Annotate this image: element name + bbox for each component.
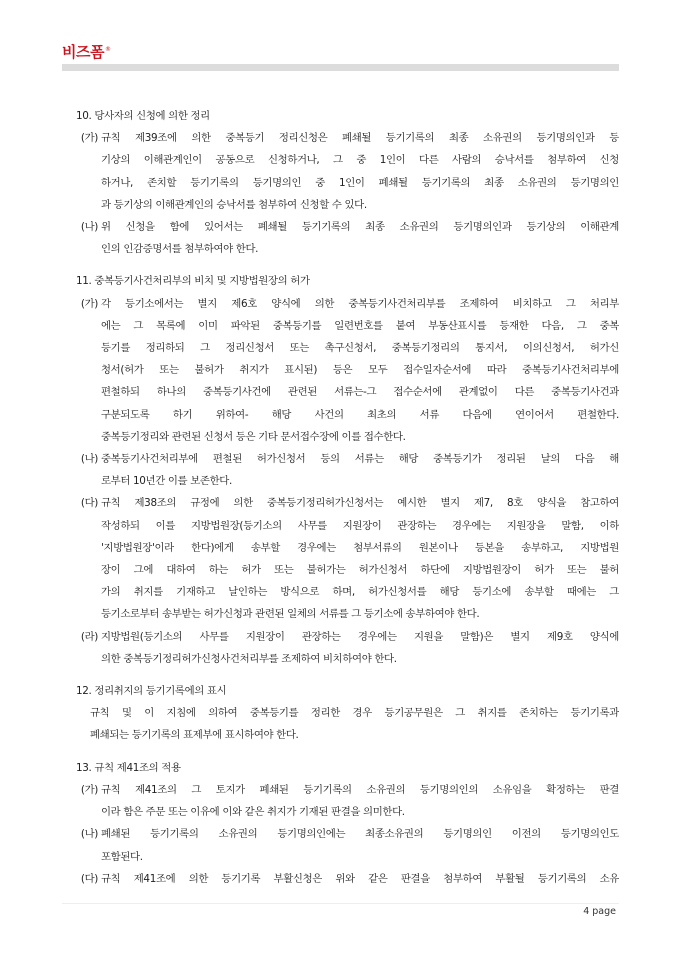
item-text xyxy=(101,779,619,823)
logo-text: 비즈폼 xyxy=(62,43,104,61)
list-item xyxy=(62,127,619,216)
list-item xyxy=(62,868,619,890)
item-text xyxy=(101,626,619,670)
text-line: 지방법원(등기소의 사무를 지원장이 관장하는 경우에는 지원을 말함)은 별지 제9호 양식에 xyxy=(101,630,619,643)
item-text xyxy=(101,492,619,625)
text-line: 폐쇄되는 등기기록의 표제부에 표시하여야 한다. xyxy=(90,729,299,742)
text-line: 규칙 제41조의 그 토지가 폐쇄된 등기기록의 소유권의 등기명의인의 소유임을 확정하는 판결 xyxy=(101,783,619,796)
section-title: 10. 당사자의 신청에 의한 정리 xyxy=(76,110,210,122)
section xyxy=(62,105,619,260)
text-line: 작성하되 이를 지방법원장(등기소의 사무를 지원장이 관장하는 경우에는 지원장을 말함, 이하 xyxy=(101,519,619,532)
text-line: 과 등기상의 이해관계인의 승낙서를 첨부하여 신청할 수 있다. xyxy=(101,198,367,211)
list-item xyxy=(62,216,619,260)
text-line: 의한 중복등기정리허가신청사건처리부를 조제하여 비치하여야 한다. xyxy=(101,652,397,665)
list-item xyxy=(62,823,619,867)
item-text xyxy=(101,127,619,216)
list-item xyxy=(62,626,619,670)
text-line: 장이 그에 대하여 하는 허가 또는 불허가는 허가신청서 하단에 지방법원장이 허가 또는 불허 xyxy=(101,564,619,577)
text-line: 청서(허가 또는 불허가 취지가 표시된) 등은 모두 접수일자순서에 따라 중복등기사건처리부에 xyxy=(101,364,619,377)
item-text xyxy=(101,216,619,260)
item-marker: (가) xyxy=(80,783,98,796)
text-line: 규칙 제41조에 의한 등기기록 부활신청은 위와 같은 판결을 첨부하여 부활될 등기기록의 소유 xyxy=(101,872,619,885)
item-marker: (나) xyxy=(80,453,98,466)
document-body xyxy=(62,105,619,900)
item-text xyxy=(101,448,619,492)
text-line: 등기소로부터 송부받는 허가신청과 관련된 일체의 서류를 그 등기소에 송부하여야 한다. xyxy=(101,608,480,621)
footer-divider xyxy=(62,903,619,904)
text-line: 규칙 및 이 지침에 의하여 중복등기를 정리한 경우 등기공무원은 그 취지를 존치하는 등기기록과 xyxy=(90,707,619,720)
section xyxy=(62,680,619,747)
item-marker: (다) xyxy=(80,872,98,885)
text-line: 중복등기정리와 관련된 신청서 등은 기타 문서접수장에 이를 접수한다. xyxy=(101,430,406,443)
text-line: 기상의 이해관계인이 공동으로 신청하거나, 그 중 1인이 다른 사람의 승낙서를 첨부하여 신청 xyxy=(101,154,619,167)
item-marker: (라) xyxy=(80,630,98,643)
list-item xyxy=(62,779,619,823)
section xyxy=(62,757,619,890)
item-marker: (다) xyxy=(80,497,98,510)
text-line: 가의 취지를 기재하고 날인하는 방식으로 하며, 허가신청서를 해당 등기소에 송부할 때에는 그 xyxy=(101,586,619,599)
list-item xyxy=(62,448,619,492)
item-marker: (나) xyxy=(80,828,98,841)
section-title: 13. 규칙 제41조의 적용 xyxy=(76,761,181,774)
list-item xyxy=(62,492,619,625)
item-marker: (나) xyxy=(80,221,98,234)
text-line: 하거나, 존치할 등기기록의 등기명의인 중 1인이 폐쇄될 등기기록의 최종 소유권의 등기명의인 xyxy=(101,176,619,189)
text-line: 위 신청을 함에 있어서는 폐쇄될 등기기록의 최종 소유권의 등기명의인과 등기상의 이해관계 xyxy=(101,221,619,234)
header-bar xyxy=(62,64,619,71)
item-text xyxy=(101,293,619,448)
text-line: 중복등기사건처리부에 편철된 허가신청서 등의 서류는 해당 중복등기가 정리된 날의 다음 해 xyxy=(101,453,619,466)
text-line: 등기를 정리하되 그 정리신청서 또는 촉구신청서, 중복등기정리의 통지서, 이의신청서, 허가신 xyxy=(101,342,619,355)
text-line: 폐쇄된 등기기록의 소유권의 등기명의인에는 최종소유권의 등기명의인 이전의 등기명의인도 xyxy=(101,828,619,841)
item-marker: (가) xyxy=(80,297,98,310)
item-marker: (가) xyxy=(80,132,98,145)
bizform-logo xyxy=(62,41,110,62)
section-title: 12. 정리취지의 등기기록에의 표시 xyxy=(76,685,227,698)
page-number: 4 page xyxy=(583,906,616,917)
text-line: 규칙 제39조에 의한 중복등기 정리신청은 폐쇄될 등기기록의 최종 소유권의 등기명의인과 등 xyxy=(101,132,619,145)
text-line: '지방법원장'이라 한다)에게 송부할 경우에는 첨부서류의 원본이나 등본을 송부하고, 지방법원 xyxy=(101,541,619,554)
registered-mark: ® xyxy=(104,46,111,53)
text-line: 편철하되 하나의 중복등기사건에 관련된 서류는-그 접수순서에 관계없이 다른 중복등기사건과 xyxy=(101,386,619,399)
section-paragraph xyxy=(62,702,619,746)
list-item xyxy=(62,293,619,448)
text-line: 각 등기소에서는 별지 제6호 양식에 의한 중복등기사건처리부를 조제하여 비치하고 그 처리부 xyxy=(101,297,619,310)
text-line: 규칙 제38조의 규정에 의한 중복등기정리허가신청서는 예시한 별지 제7, 8호 양식을 참고하여 xyxy=(101,497,619,510)
item-text xyxy=(101,823,619,867)
section-title: 11. 중복등기사건처리부의 비치 및 지방법원장의 허가 xyxy=(76,275,310,288)
text-line: 이라 함은 주문 또는 이유에 이와 같은 취지가 기재된 판결을 의미한다. xyxy=(101,806,405,819)
item-text xyxy=(101,868,619,890)
text-line: 구분되도록 하기 위하여- 해당 사건의 최초의 서류 다음에 연이어서 편철한다. xyxy=(101,408,619,421)
text-line: 인의 인감증명서를 첨부하여야 한다. xyxy=(101,243,259,256)
text-line: 로부터 10년간 이를 보존한다. xyxy=(101,475,232,488)
text-line: 포함된다. xyxy=(101,850,143,863)
section xyxy=(62,270,619,670)
text-line: 에는 그 목록에 이미 파악된 중복등기를 일련번호를 붙여 부동산표시를 등재한 다음, 그 중복 xyxy=(101,319,619,332)
